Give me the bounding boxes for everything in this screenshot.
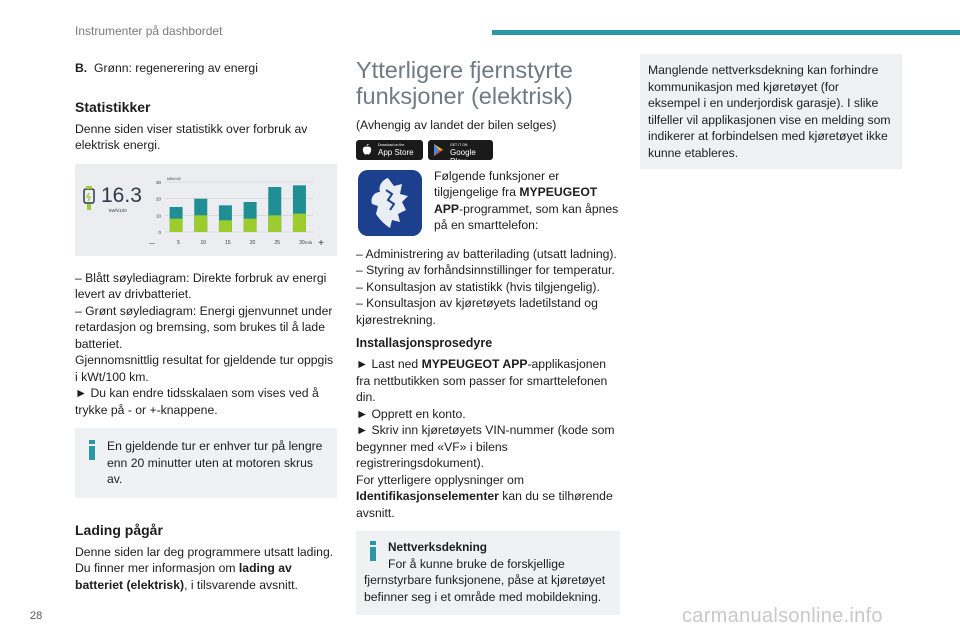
info-icon — [370, 541, 376, 561]
watermark: carmanualsonline.info — [682, 605, 883, 627]
install-step-1 — [356, 356, 620, 406]
app-intro-2: -programmet, som kan åpnes på en smarttelefon: — [434, 201, 619, 232]
chart-unit-label: kWh/100 — [167, 176, 181, 181]
install-heading: Installasjonsprosedyre — [356, 336, 493, 350]
bar-regeneration — [194, 215, 207, 232]
app-intro — [356, 168, 620, 240]
google-play-small: GET IT ON — [450, 142, 468, 147]
x-tick-label: 30 — [299, 239, 305, 246]
function-2: – Styring av forhåndsinnstillinger for temperatur. — [356, 263, 615, 277]
x-tick-label: 15 — [225, 239, 231, 246]
x-tick-label: 20 — [249, 239, 256, 246]
lading-link: lading av batteriet (elektrisk) — [75, 561, 292, 592]
header-title: Instrumenter på dashbordet — [75, 24, 223, 38]
column-middle — [356, 57, 620, 615]
item-b-text: Grønn: regenerering av energi — [93, 61, 258, 75]
install-step-3: ► Skriv inn kjøretøyets VIN-nummer (kode som begynner med «VF» i bilens registreringsdokument). — [356, 423, 615, 470]
note-network-text: For å kunne bruke de forskjellige fjernstyrbare funksjonene, påse at kjøretøyet befinner seg i et område med mobildekning. — [364, 556, 606, 604]
lading-text-1: Denne siden lar deg programmere utsatt lading. Du finner mer informasjon om — [75, 544, 334, 575]
column-left — [75, 60, 337, 593]
app-store-small: Download on the — [378, 142, 405, 147]
app-name: MYPEUGEOT APP — [434, 185, 598, 216]
app-intro-1: Følgende funksjoner er tilgjengelige fra — [434, 168, 560, 199]
plus-button: + — [318, 237, 324, 249]
more-info — [356, 472, 620, 522]
statistics-display — [75, 164, 337, 256]
item-b-label: B. — [75, 61, 88, 75]
line-green: – Grønt søylediagram: Energi gjenvunnet under retardasjon og bremsing, som brukes til å lade batteriet. — [75, 303, 333, 351]
charge-plug-icon — [81, 186, 99, 212]
stat-value: 16.3 — [101, 183, 142, 207]
y-tick-label: 0 — [158, 229, 161, 235]
note-continued-text: Manglende nettverksdekning kan forhindre kommunikasjon med kjøretøyet (for eksempel i en underjordisk garasje). I slike tilfeller vil applikasjonen vise en melding som indikerer at forbindelsen med kjøretøyet ikke kunne etableres. — [648, 63, 891, 160]
statistikk-intro: Denne siden viser statistikk over forbruk av elektrisk energi. — [75, 121, 308, 152]
line-timescale: ► Du kan endre tidsskalaen som vises ved å trykke på - or +-knappene. — [75, 386, 319, 417]
y-tick-label: 30 — [155, 179, 161, 185]
google-play-badge[interactable] — [428, 140, 493, 166]
google-play-big: Google Play — [450, 147, 476, 166]
info-note-network — [356, 531, 620, 615]
info-note-trip — [75, 428, 337, 498]
apple-icon — [362, 144, 372, 156]
install-step-2: ► Opprett en konto. — [356, 406, 466, 421]
peugeot-lion-icon — [358, 170, 422, 236]
app-intro-text — [434, 168, 624, 234]
bar-regeneration — [293, 213, 306, 231]
info-note-continued — [640, 54, 902, 169]
column-right — [640, 54, 902, 169]
page-number: 28 — [30, 610, 43, 622]
install-1c: -applikasjonen fra nettbutikken som passer for smarttelefonen din. — [356, 357, 608, 404]
x-unit-label: min — [305, 239, 313, 245]
section-title: Ytterligere fjernstyrte funksjoner (elektrisk) — [356, 57, 573, 109]
function-1: – Administrering av batterilading (utsatt ladning). — [356, 246, 617, 261]
app-store-badge[interactable] — [356, 140, 423, 160]
more-info-1: For ytterligere opplysninger om — [356, 472, 524, 487]
x-tick-label: 25 — [274, 239, 281, 246]
more-info-link: Identifikasjonselementer — [356, 489, 499, 503]
y-tick-label: 20 — [155, 196, 161, 202]
more-info-2: kan du se tilhørende avsnitt. — [356, 489, 613, 520]
lading-text — [75, 544, 337, 594]
bar-regeneration — [244, 218, 257, 231]
x-tick-label: 10 — [200, 239, 207, 246]
bar-regeneration — [170, 218, 183, 231]
statistics-bar-chart — [143, 174, 333, 250]
install-1b: MYPEUGEOT APP — [421, 357, 528, 371]
lading-text-2: , i tilsvarende avsnitt. — [184, 577, 298, 592]
store-badges — [356, 140, 620, 166]
install-1a: ► Last ned — [356, 357, 422, 371]
function-3: – Konsultasjon av statistikk (hvis tilgjengelig). — [356, 279, 600, 294]
google-play-icon — [434, 144, 444, 156]
statistikk-heading: Statistikker — [75, 98, 151, 115]
lading-heading: Lading pågår — [75, 521, 163, 538]
x-tick-label: 5 — [177, 239, 180, 246]
app-store-big: App Store — [378, 147, 414, 157]
y-tick-label: 10 — [155, 212, 161, 218]
function-4: – Konsultasjon av kjøretøyets ladetilstand og kjørestrekning. — [356, 296, 598, 327]
stat-unit: kWh/100 — [109, 207, 127, 213]
line-average: Gjennomsnittlig resultat for gjeldende tur oppgis i kWt/100 km. — [75, 353, 334, 384]
bar-regeneration — [268, 215, 281, 232]
section-subtitle: (Avhengig av landet der bilen selges) — [356, 118, 557, 132]
note-trip-text: En gjeldende tur er enhver tur på lengre enn 20 minutter uten at motoren skrus av. — [107, 439, 323, 486]
line-blue: – Blått søylediagram: Direkte forbruk av energi levert av drivbatteriet. — [75, 270, 327, 301]
header-rule — [492, 30, 960, 35]
bar-regeneration — [219, 220, 232, 232]
item-b — [75, 60, 337, 77]
info-icon — [89, 440, 95, 460]
note-network-heading: Nettverksdekning — [388, 540, 487, 554]
minus-button: — — [149, 240, 155, 247]
